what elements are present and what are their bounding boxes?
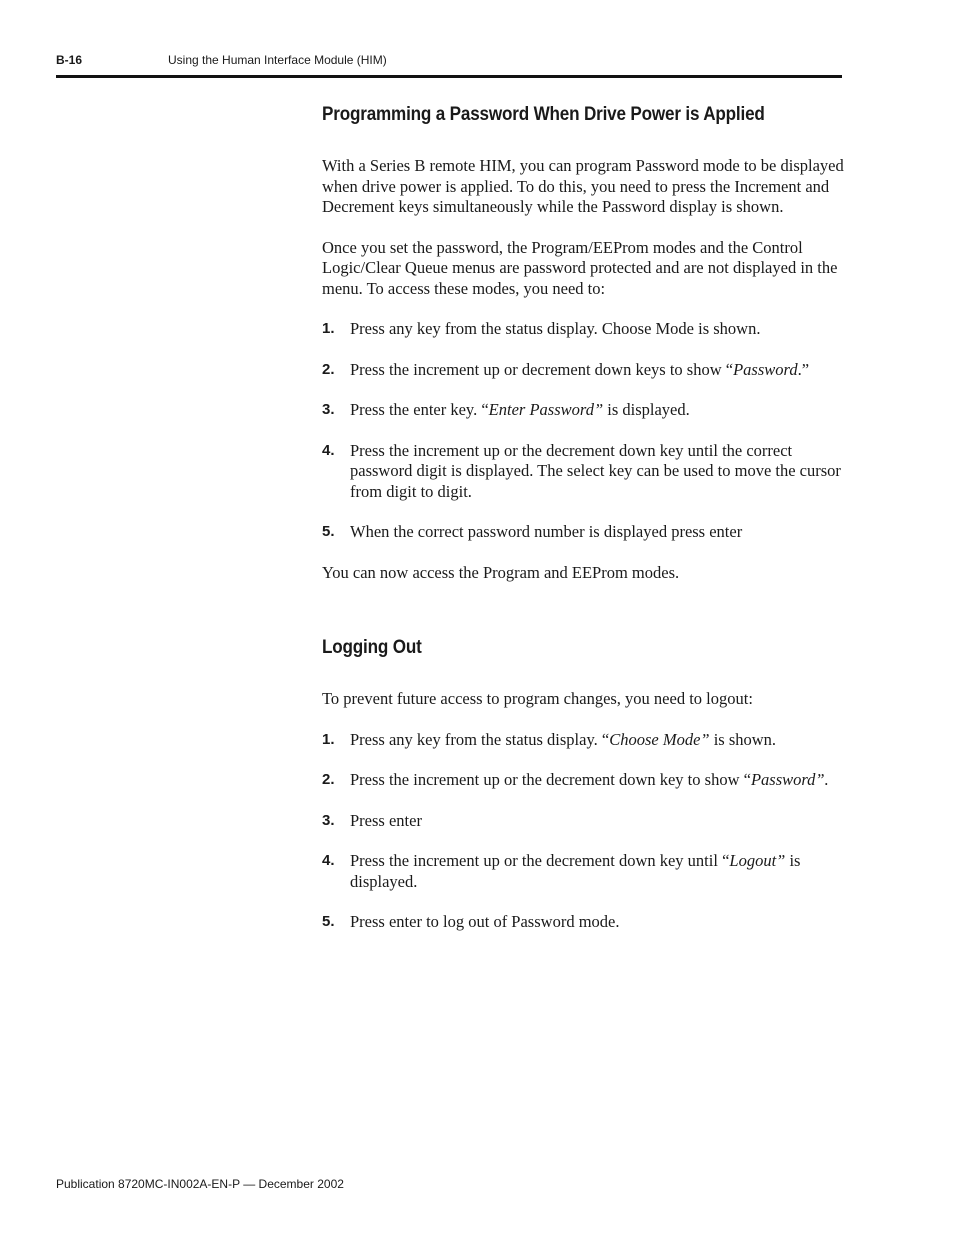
step-emphasis: Choose Mode” (609, 729, 710, 749)
step-number: 3. (322, 401, 335, 418)
logout-steps-list (322, 730, 844, 933)
paragraph-logout-intro: To prevent future access to program changes, you need to logout: (322, 689, 753, 708)
list-item (322, 912, 844, 933)
main-content (322, 104, 844, 953)
step-number: 5. (322, 523, 335, 540)
step-number: 5. (322, 913, 335, 930)
list-item (322, 360, 844, 381)
section-heading-password: Programming a Password When Drive Power is Applied (322, 104, 765, 125)
step-text-end: is shown. (709, 729, 777, 749)
password-steps-list (322, 319, 844, 543)
step-number: 2. (322, 771, 335, 788)
step-text-end: .” (797, 359, 810, 379)
step-emphasis: Password (733, 359, 798, 379)
list-item (322, 319, 844, 340)
list-item (322, 851, 844, 892)
step-text: Press any key from the status display. “ (350, 729, 610, 749)
step-number: 1. (322, 730, 335, 748)
list-item (322, 770, 844, 791)
step-text: Press the increment up or the decrement down key to show “ (350, 770, 751, 789)
list-item (322, 811, 844, 832)
step-number: 4. (322, 852, 335, 869)
step-text: Press the increment up or the decrement down key until “ (350, 851, 730, 870)
section-heading-logging-out: Logging Out (322, 637, 422, 658)
step-text: Press the enter key. “ (350, 400, 489, 419)
page-footer: Publication 8720MC-IN002A-EN-P — December 2002 (56, 1177, 344, 1191)
step-text: When the correct password number is displayed press enter (350, 522, 743, 541)
list-item (322, 522, 844, 543)
step-text: Press the increment up or the decrement down key until the correct password digit is displayed. The select key can be used to move the cursor from digit to digit. (350, 440, 841, 501)
running-title: Using the Human Interface Module (HIM) (168, 53, 387, 67)
page-header (0, 0, 954, 80)
step-number: 3. (322, 811, 335, 829)
header-rule (56, 75, 842, 78)
step-emphasis: Enter Password” (488, 400, 604, 419)
list-item (322, 400, 844, 421)
step-number: 4. (322, 441, 335, 459)
step-emphasis: Logout” (729, 851, 786, 870)
step-text-end: is displayed. (603, 400, 690, 419)
paragraph-closing: You can now access the Program and EEProm modes. (322, 562, 680, 582)
step-text: Press any key from the status display. Choose Mode is shown. (350, 319, 761, 338)
list-item (322, 730, 844, 751)
step-text: Press the increment up or decrement down keys to show “ (350, 359, 734, 379)
step-text: Press enter (350, 810, 422, 830)
step-text-end: is displayed. (350, 851, 801, 891)
page-number: B-16 (56, 53, 83, 67)
step-text: Press enter to log out of Password mode. (350, 912, 620, 931)
list-item (322, 441, 844, 503)
paragraph-protection: Once you set the password, the Program/EEProm modes and the Control Logic/Clear Queue menus are password protected and are not displayed in the menu. To access these modes, you need to: (322, 237, 838, 298)
step-number: 2. (322, 360, 335, 378)
paragraph-intro: With a Series B remote HIM, you can program Password mode to be displayed when drive power is applied. To do this, you need to press the Increment and Decrement keys simultaneously while the Password display is shown. (322, 156, 844, 216)
step-emphasis: Password”. (750, 770, 829, 789)
step-number: 1. (322, 320, 335, 337)
